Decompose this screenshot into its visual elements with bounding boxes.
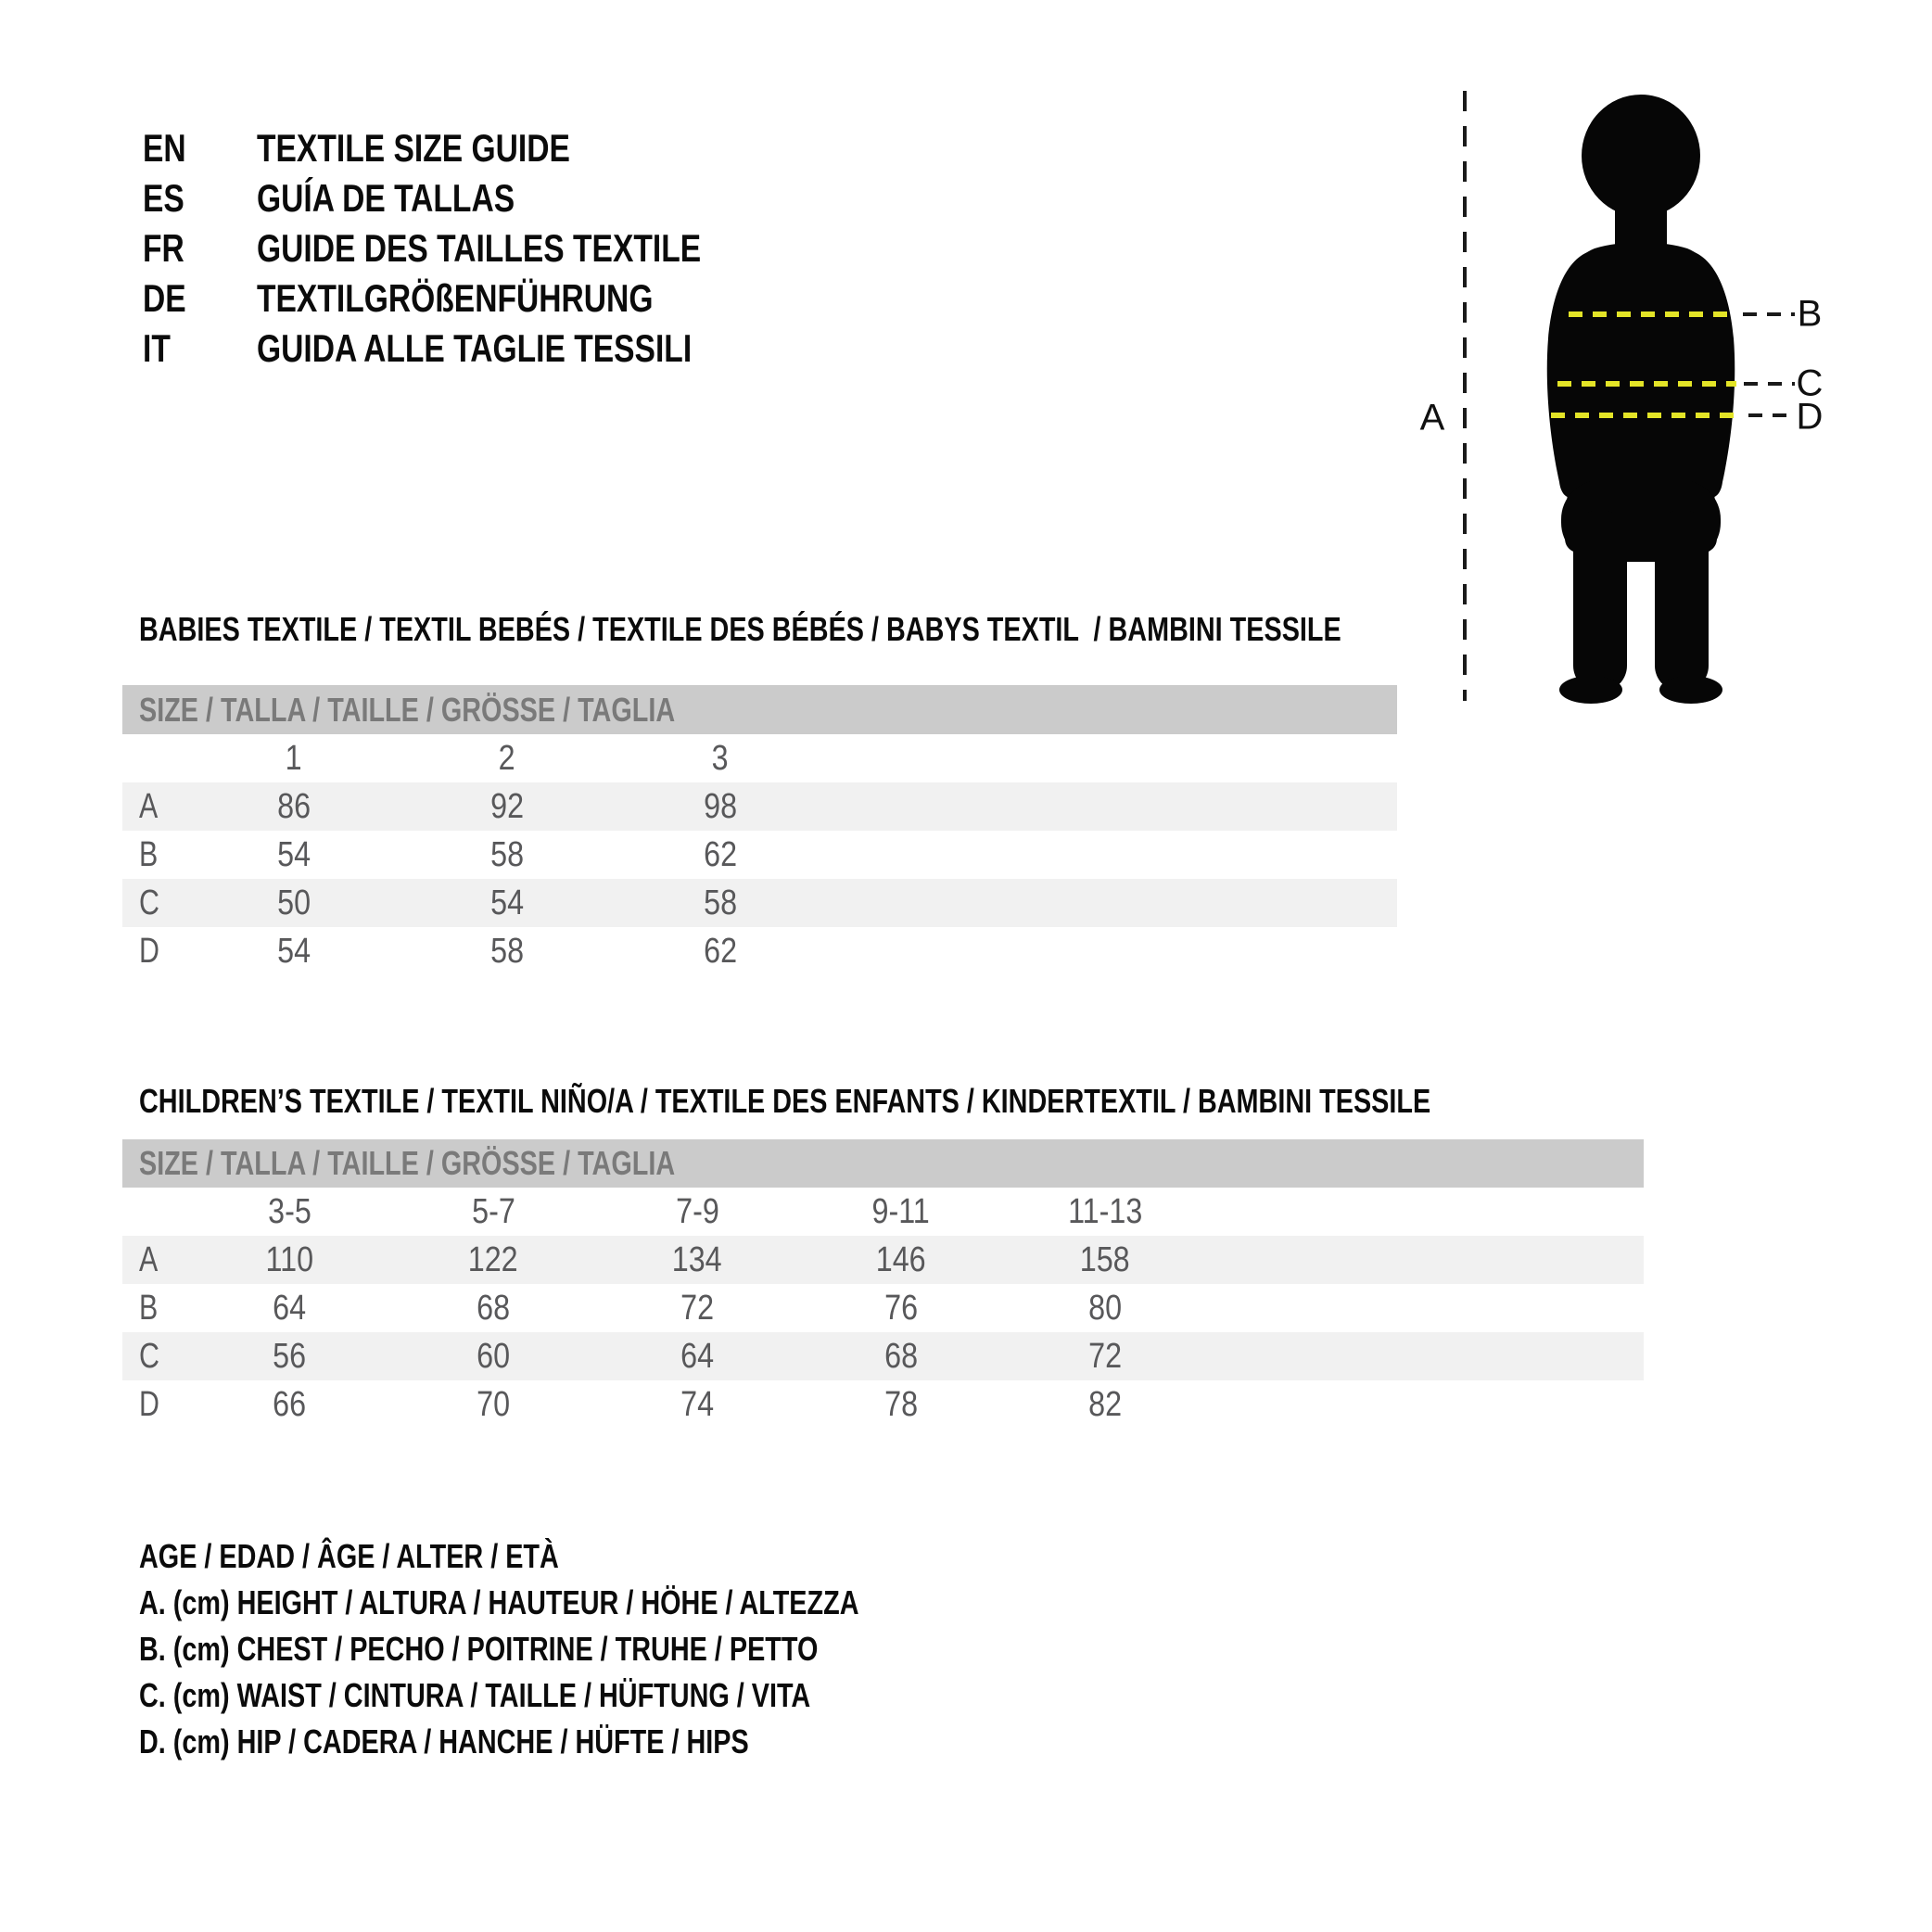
row-label — [122, 1337, 187, 1377]
row-label — [122, 1289, 187, 1328]
title-text: GUIDA ALLE TAGLIE TESSILI — [257, 326, 693, 370]
title-en — [257, 126, 648, 171]
figure-label-hip-d: D — [1796, 396, 1824, 438]
value-cell — [1003, 1289, 1207, 1328]
value-text: 66 — [273, 1384, 306, 1424]
row-label-text: B — [139, 1288, 159, 1328]
title-text: TEXTILGRÖßENFÜHRUNG — [257, 276, 654, 320]
row-label-text: C — [139, 1336, 159, 1376]
title-text: TEXTILE SIZE GUIDE — [257, 126, 570, 170]
lang-code-it — [143, 326, 257, 371]
legend-hip-line — [139, 1719, 1039, 1765]
figure-label-chest-b: B — [1797, 293, 1823, 335]
row-label — [122, 835, 187, 875]
babies-col-3 — [614, 739, 827, 779]
children-col-3 — [595, 1192, 799, 1232]
value-text: 76 — [884, 1288, 918, 1328]
babies-size-table — [122, 734, 1397, 975]
row-label — [122, 1385, 187, 1425]
value-cell — [187, 932, 400, 972]
legend-text: A. (cm) HEIGHT / ALTURA / HAUTEUR / HÖHE / ALTEZZA — [139, 1583, 859, 1621]
value-text: 122 — [468, 1239, 518, 1279]
value-text: 68 — [477, 1288, 510, 1328]
lang-code-de — [143, 276, 257, 321]
col-text: 1 — [286, 738, 302, 778]
lang-code-fr — [143, 226, 257, 271]
value-text: 68 — [884, 1336, 918, 1376]
value-cell — [187, 883, 400, 923]
value-text: 60 — [477, 1336, 510, 1376]
title-row-it — [143, 324, 812, 374]
legend-age-line — [139, 1533, 1039, 1580]
row-label-text: D — [139, 931, 159, 971]
table-row — [122, 1380, 1644, 1429]
row-label-text: A — [139, 786, 159, 826]
lang-code-text: IT — [143, 326, 171, 370]
table-row — [122, 831, 1397, 879]
value-text: 54 — [490, 883, 524, 922]
value-cell — [614, 932, 827, 972]
legend-height-line — [139, 1580, 1039, 1626]
language-title-block — [143, 123, 812, 374]
lang-code-en — [143, 126, 257, 171]
babies-section-headline — [139, 609, 1642, 650]
value-text: 98 — [704, 786, 737, 826]
value-cell — [799, 1385, 1003, 1425]
row-label-text: B — [139, 834, 159, 874]
measurement-legend — [139, 1533, 1039, 1765]
value-text: 54 — [277, 931, 311, 971]
table-row — [122, 879, 1397, 927]
value-text: 92 — [490, 786, 524, 826]
col-text: 3 — [712, 738, 729, 778]
silhouette-neck — [1615, 200, 1667, 245]
table-row — [122, 1236, 1644, 1284]
value-text: 56 — [273, 1336, 306, 1376]
children-size-header-bar — [122, 1139, 1644, 1188]
legend-text: B. (cm) CHEST / PECHO / POITRINE / TRUHE / PETTO — [139, 1630, 819, 1668]
silhouette-right-foot — [1659, 676, 1722, 704]
title-row-en — [143, 123, 812, 173]
value-cell — [187, 1289, 391, 1328]
row-label-text: A — [139, 1239, 159, 1279]
silhouette-right-leg — [1655, 510, 1709, 692]
value-cell — [614, 835, 827, 875]
value-cell — [187, 835, 400, 875]
title-row-de — [143, 273, 812, 324]
value-text: 50 — [277, 883, 311, 922]
value-text: 72 — [680, 1288, 714, 1328]
row-label — [122, 932, 187, 972]
children-col-2 — [391, 1192, 595, 1232]
silhouette-head — [1582, 95, 1700, 217]
lang-code-text: DE — [143, 276, 186, 320]
children-col-5 — [1003, 1192, 1207, 1232]
title-de — [257, 276, 752, 321]
title-es — [257, 176, 579, 221]
babies-column-header-row — [122, 734, 1397, 782]
children-col-1 — [187, 1192, 391, 1232]
value-cell — [1003, 1240, 1207, 1280]
legend-text: AGE / EDAD / ÂGE / ALTER / ETÀ — [139, 1537, 559, 1575]
value-cell — [799, 1337, 1003, 1377]
children-size-table — [122, 1188, 1644, 1429]
row-label — [122, 787, 187, 827]
title-it — [257, 326, 800, 371]
value-text: 86 — [277, 786, 311, 826]
value-cell — [391, 1337, 595, 1377]
value-cell — [614, 787, 827, 827]
value-cell — [1003, 1385, 1207, 1425]
value-cell — [400, 835, 614, 875]
table-row — [122, 1332, 1644, 1380]
value-cell — [595, 1289, 799, 1328]
children-section-headline — [139, 1081, 1753, 1122]
value-text: 58 — [490, 931, 524, 971]
legend-waist-line — [139, 1672, 1039, 1719]
value-cell — [595, 1240, 799, 1280]
value-cell — [187, 1240, 391, 1280]
value-text: 58 — [490, 834, 524, 874]
lang-code-text: FR — [143, 226, 184, 270]
value-text: 62 — [704, 834, 737, 874]
value-cell — [391, 1289, 595, 1328]
figure-label-waist-c: C — [1796, 362, 1824, 404]
value-cell — [187, 787, 400, 827]
babies-size-header-bar — [122, 685, 1397, 734]
col-text: 5-7 — [471, 1191, 515, 1231]
value-text: 72 — [1088, 1336, 1122, 1376]
legend-text: C. (cm) WAIST / CINTURA / TAILLE / HÜFTUNG / VITA — [139, 1676, 811, 1714]
title-text: GUÍA DE TALLAS — [257, 176, 515, 220]
children-headline-text: CHILDREN’S TEXTILE / TEXTIL NIÑO/A / TEXTILE DES ENFANTS / KINDERTEXTIL / BAMBINI TESSILE — [139, 1082, 1431, 1120]
legend-text: D. (cm) HIP / CADERA / HANCHE / HÜFTE / HIPS — [139, 1722, 749, 1760]
value-cell — [400, 932, 614, 972]
babies-headline-text: BABIES TEXTILE / TEXTIL BEBÉS / TEXTILE DES BÉBÉS / BABYS TEXTIL / BAMBINI TESSILE — [139, 610, 1341, 648]
babies-col-1 — [187, 739, 400, 779]
value-cell — [391, 1240, 595, 1280]
value-text: 134 — [672, 1239, 722, 1279]
row-label — [122, 883, 187, 923]
value-text: 158 — [1080, 1239, 1130, 1279]
lang-code-text: EN — [143, 126, 186, 170]
value-text: 80 — [1088, 1288, 1122, 1328]
value-cell — [187, 1337, 391, 1377]
value-text: 82 — [1088, 1384, 1122, 1424]
table-row — [122, 927, 1397, 975]
children-size-header-text: SIZE / TALLA / TAILLE / GRÖSSE / TAGLIA — [139, 1144, 676, 1182]
value-cell — [400, 883, 614, 923]
babies-col-2 — [400, 739, 614, 779]
value-cell — [614, 883, 827, 923]
value-text: 58 — [704, 883, 737, 922]
value-cell — [187, 1385, 391, 1425]
value-text: 64 — [273, 1288, 306, 1328]
value-text: 64 — [680, 1336, 714, 1376]
value-text: 146 — [876, 1239, 926, 1279]
value-text: 74 — [680, 1384, 714, 1424]
col-text: 2 — [499, 738, 515, 778]
value-cell — [595, 1337, 799, 1377]
lang-code-text: ES — [143, 176, 184, 220]
row-label-text: C — [139, 883, 159, 922]
table-row — [122, 1284, 1644, 1332]
row-label-text: D — [139, 1384, 159, 1424]
silhouette-left-foot — [1559, 676, 1622, 704]
value-text: 78 — [884, 1384, 918, 1424]
value-cell — [799, 1240, 1003, 1280]
col-text: 3-5 — [267, 1191, 311, 1231]
value-cell — [1003, 1337, 1207, 1377]
value-text: 62 — [704, 931, 737, 971]
row-label — [122, 1240, 187, 1280]
title-row-fr — [143, 223, 812, 273]
figure-label-height-a: A — [1419, 397, 1445, 439]
silhouette-left-leg — [1573, 510, 1627, 692]
value-cell — [391, 1385, 595, 1425]
col-text: 7-9 — [675, 1191, 719, 1231]
value-cell — [400, 787, 614, 827]
value-text: 70 — [477, 1384, 510, 1424]
title-row-es — [143, 173, 812, 223]
col-text: 11-13 — [1067, 1191, 1143, 1231]
title-text: GUIDE DES TAILLES TEXTILE — [257, 226, 702, 270]
value-text: 110 — [265, 1239, 313, 1279]
value-cell — [595, 1385, 799, 1425]
table-row — [122, 782, 1397, 831]
title-fr — [257, 226, 812, 271]
babies-size-header-text: SIZE / TALLA / TAILLE / GRÖSSE / TAGLIA — [139, 691, 676, 729]
value-text: 54 — [277, 834, 311, 874]
children-col-4 — [799, 1192, 1003, 1232]
value-cell — [799, 1289, 1003, 1328]
children-column-header-row — [122, 1188, 1644, 1236]
lang-code-es — [143, 176, 257, 221]
col-text: 9-11 — [871, 1191, 931, 1231]
legend-chest-line — [139, 1626, 1039, 1672]
